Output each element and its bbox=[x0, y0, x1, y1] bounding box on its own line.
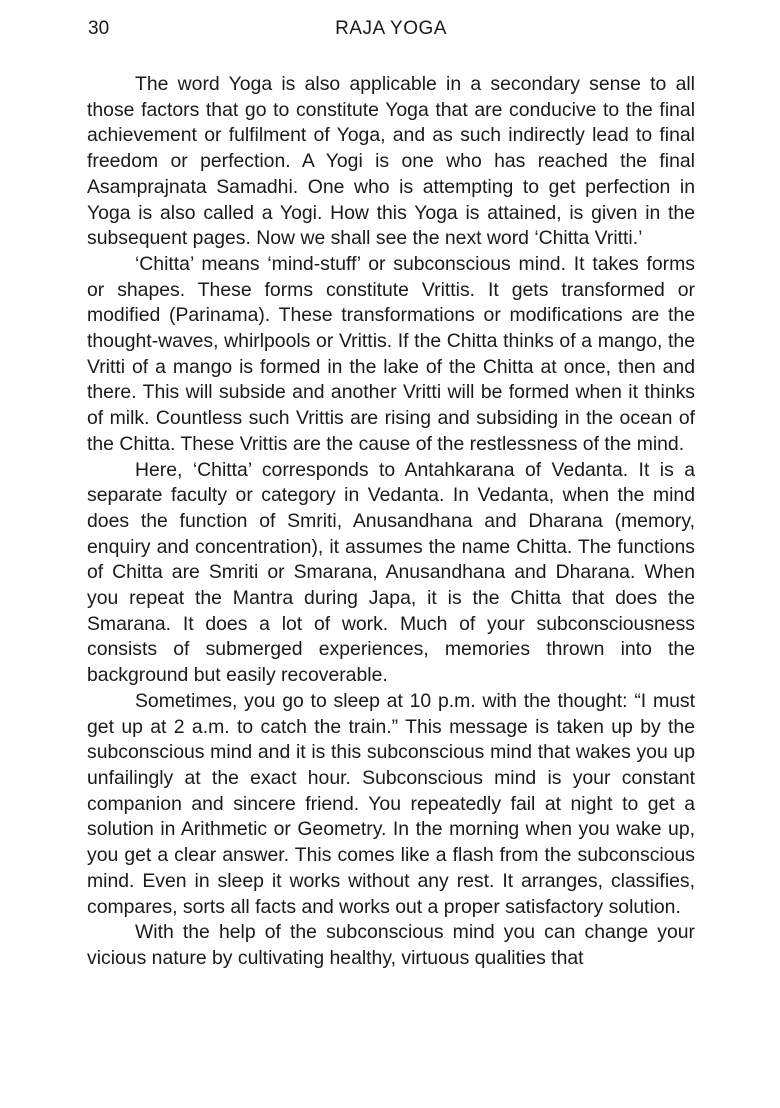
paragraph: Here, ‘Chitta’ corresponds to Antahkarana of Vedanta. It is a separate faculty or category in Vedanta. In Vedanta, when the mind does the function of Smriti, Anusandhana and Dharana (memory, enquiry and concentration), it assumes the name Chitta. The functions of Chitta are Smriti or Smarana, Anusandhana and Dharana. When you repeat the Mantra during Japa, it is the Chitta that does the Smarana. It does a lot of work. Much of your subconsciousness consists of submerged experiences, memories thrown into the background but easily recoverable. bbox=[87, 458, 695, 687]
page-header bbox=[88, 18, 694, 46]
page-number: 30 bbox=[88, 18, 110, 39]
running-title: RAJA YOGA bbox=[335, 18, 447, 39]
paragraph: The word Yoga is also applicable in a secondary sense to all those factors that go to constitute Yoga that are conducive to the final achievement or fulfilment of Yoga, and as such indirectly lead to final freedom or perfection. A Yogi is one who has reached the final Asamprajnata Samadhi. One who is attempting to get perfection in Yoga is also called a Yogi. How this Yoga is attained, is given in the subsequent pages. Now we shall see the next word ‘Chitta Vritti.’ bbox=[87, 73, 695, 250]
paragraph: With the help of the subconscious mind you can change your vicious nature by cultivating healthy, virtuous qualities that bbox=[87, 921, 695, 969]
paragraph: ‘Chitta’ means ‘mind-stuff’ or subconscious mind. It takes forms or shapes. These forms constitute Vrittis. It gets transformed or modified (Parinama). These transformations or modifications are the thought-waves, whirlpools or Vrittis. If the Chitta thinks of a mango, the Vritti of a mango is formed in the lake of the Chitta at once, then and there. This will subside and another Vritti will be formed when it thinks of milk. Countless such Vrittis are rising and subsiding in the ocean of the Chitta. These Vrittis are the cause of the restlessness of the mind. bbox=[87, 252, 695, 455]
body-text bbox=[87, 72, 695, 972]
paragraph: Sometimes, you go to sleep at 10 p.m. with the thought: “I must get up at 2 a.m. to catch the train.” This message is taken up by the subconscious mind and it is this subconscious mind that wakes you up unfailingly at the exact hour. Subconscious mind is your constant companion and sincere friend. You repeatedly fail at night to get a solution in Arithmetic or Geometry. In the morning when you wake up, you get a clear answer. This comes like a flash from the subconscious mind. Even in sleep it works without any rest. It arranges, classifies, compares, sorts all facts and works out a proper satisfactory solution. bbox=[87, 689, 695, 918]
